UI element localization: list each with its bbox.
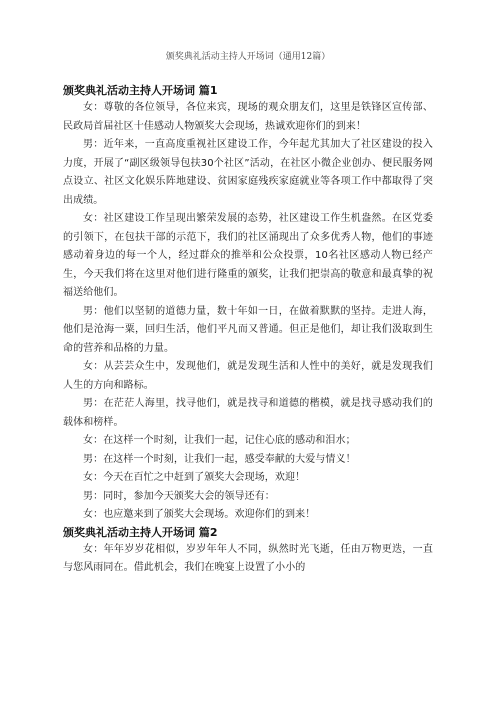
paragraph: 女：年年岁岁花相似，岁岁年年人不同，纵然时光飞逝，任由万物更迭，一直与您风雨同在。借此机会，我们在晚宴上设置了小小的 — [63, 543, 433, 573]
page-header: 颁奖典礼活动主持人开场词（通用12篇） — [165, 52, 331, 62]
section-title: 颁奖典礼活动主持人开场词 篇1 — [63, 84, 218, 97]
paragraph: 男：在茫茫人海里，找寻他们，就是找寻和道德的楷模，就是找寻感动我们的载体和榜样。 — [63, 398, 433, 428]
paragraph: 女：尊敬的各位领导，各位来宾，现场的观众朋友们，这里是铁锋区宣传部、民政局首届社区十佳感动人物颁奖大会现场，热诚欢迎你们的到来！ — [63, 102, 433, 132]
paragraph: 女：今天在百忙之中赶到了颁奖大会现场，欢迎！ — [83, 472, 306, 483]
paragraph: 男：同时，参加今天颁奖大会的领导还有： — [83, 490, 275, 502]
paragraph: 女：社区建设工作呈现出繁荣发展的态势，社区建设工作生机盎然。在区党委的引领下，在包扶干部的示范下，我们的社区涌现出了众多优秀人物，他们的事迹感动着身边的每一个人，经过群众的推举和公众投票，10名社区感动人物已经产生，今天我们将在这里对他们进行隆重的颁奖，让我们把崇高的敬意和最真挚的祝福送给他们。 — [63, 213, 433, 298]
paragraph: 女：在这样一个时刻，让我们一起，记住心底的感动和泪水； — [83, 435, 356, 446]
paragraph: 男：他们以坚韧的道德力量，数十年如一日，在做着默默的坚持。走进人海，他们是沧海一粟，回归生活，他们平凡而又普通。但正是他们，却让我们汲取到生命的营养和品格的力量。 — [63, 305, 433, 354]
paragraph: 男：在这样一个时刻，让我们一起，感受奉献的大爱与情义！ — [83, 453, 356, 465]
section-1 — [63, 83, 433, 525]
section-title: 颁奖典礼活动主持人开场词 篇2 — [63, 525, 218, 539]
paragraph: 女：从芸芸众生中，发现他们，就是发现生活和人性中的美好，就是发现我们人生的方向和路标。 — [63, 361, 433, 391]
paragraph: 女：也应邀来到了颁奖大会现场。欢迎你们的到来！ — [83, 509, 316, 520]
paragraph: 男：近年来，一直高度重视社区建设工作，今年起尤其加大了社区建设的投入力度，开展了“副区级领导包扶30个社区”活动，在社区小微企业创办、便民服务网点设立、社区文化娱乐阵地建设、贫困家庭残疾家庭就业等各项工作中都取得了突出成绩。 — [63, 139, 433, 206]
section-2 — [63, 525, 433, 578]
